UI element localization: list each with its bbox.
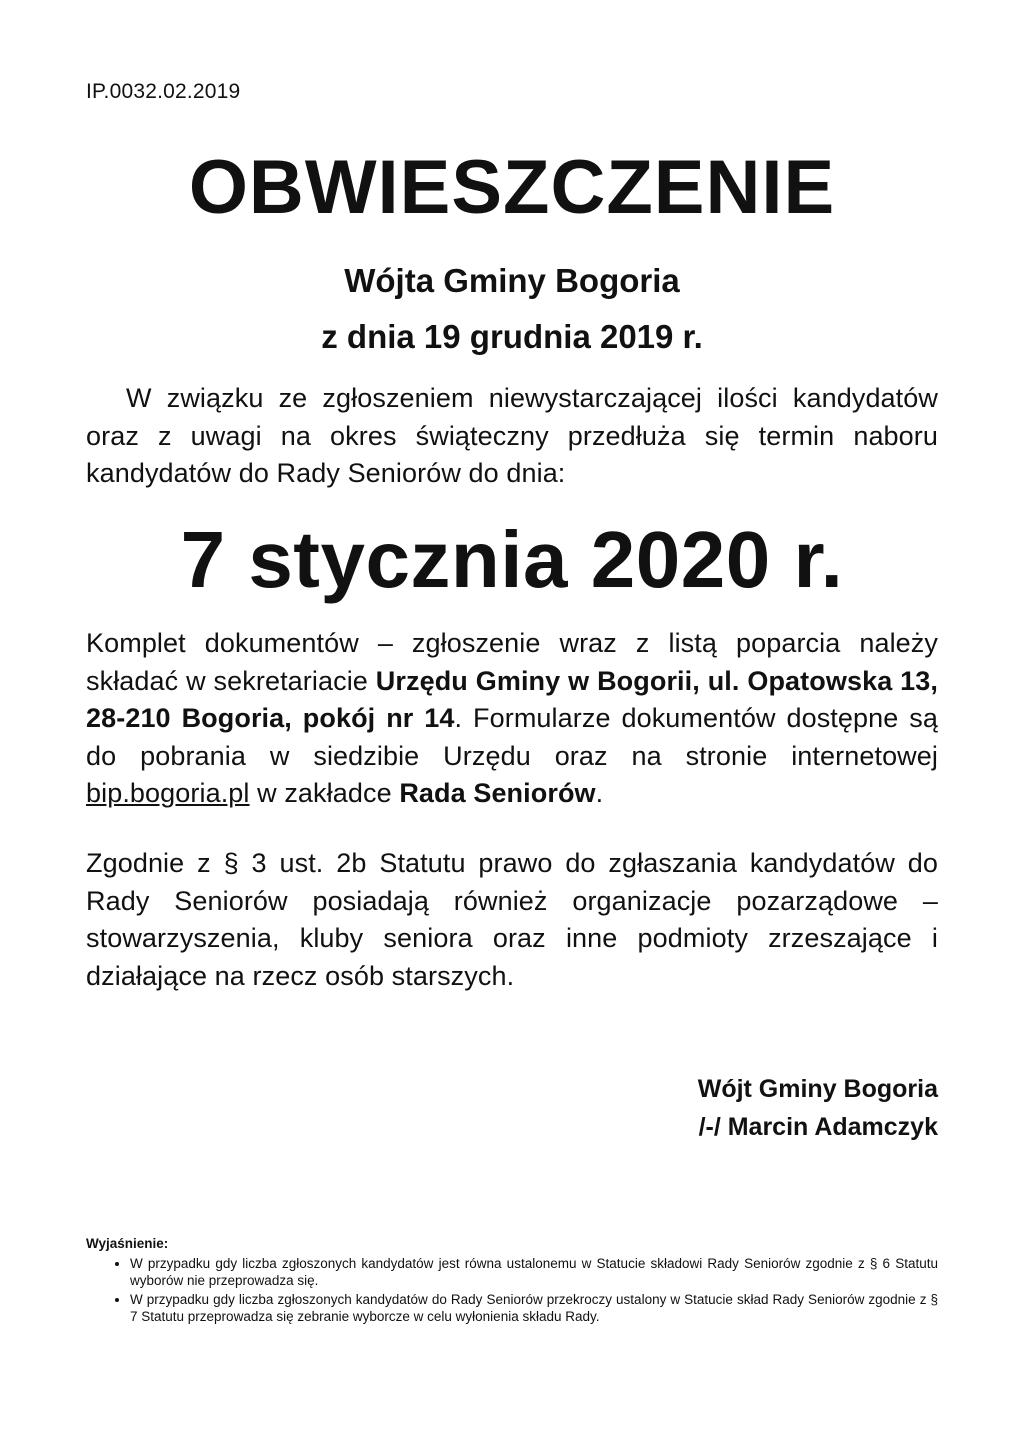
documents-text-3: w zakładce <box>249 778 400 808</box>
tab-name: Rada Seniorów <box>399 778 596 808</box>
reference-number: IP.0032.02.2019 <box>86 80 241 103</box>
documents-paragraph <box>86 625 938 813</box>
document-title: OBWIESZCZENIE <box>188 145 836 230</box>
explanation-heading: Wyjaśnienie: <box>86 1236 169 1251</box>
office-address: Urzędu Gminy w Bogorii, ul. Opatowska 13, 28-210 Bogoria, pokój nr 14 <box>86 665 938 733</box>
deadline-date: 7 stycznia 2020 r. <box>180 515 844 604</box>
signature-name: /-/ Marcin Adamczyk <box>698 1113 938 1141</box>
issuer-line: Wójta Gminy Bogoria <box>344 262 680 299</box>
date-line: z dnia 19 grudnia 2019 r. <box>321 318 703 355</box>
documents-text-2: . Formularze dokumentów dostępne są do pobrania w siedzibie Urzędu oraz na stronie internetowej <box>86 703 938 771</box>
explanation-item: • W przypadku gdy liczba zgłoszonych kandydatów jest równa ustalonemu w Statucie składowi Rady Seniorów zgodnie z § 6 Statutu wyborów nie przeprowadza się. <box>130 1255 938 1289</box>
signature-title: Wójt Gminy Bogoria <box>697 1075 938 1103</box>
document-subtitle <box>0 253 1024 365</box>
intro-paragraph: W związku ze zgłoszeniem niewystarczającej ilości kandydatów oraz z uwagi na okres świąteczny przedłuża się termin naboru kandydatów do Rady Seniorów do dnia: <box>86 383 938 488</box>
explanation-item: • W przypadku gdy liczba zgłoszonych kandydatów do Rady Seniorów przekroczy ustalony w Statucie skład Rady Seniorów zgodnie z § 7 Statutu przeprowadza się zebranie wyborcze w celu wyłonienia składu Rady. <box>130 1291 938 1325</box>
statute-paragraph: Zgodnie z § 3 ust. 2b Statutu prawo do zgłaszania kandydatów do Rady Seniorów posiadają również organizacje pozarządowe – stowarzyszenia, kluby seniora oraz inne podmioty zrzeszające i działające na rzecz osób starszych. <box>86 848 938 991</box>
documents-text-4: . <box>595 778 604 808</box>
bip-link[interactable]: bip.bogoria.pl <box>86 778 250 808</box>
explanation-list <box>86 1255 938 1325</box>
explanation-section <box>86 1235 938 1327</box>
signature-block <box>698 1070 938 1146</box>
documents-text-1: Komplet dokumentów – zgłoszenie wraz z listą poparcia należy składać w sekretariacie <box>86 628 938 696</box>
